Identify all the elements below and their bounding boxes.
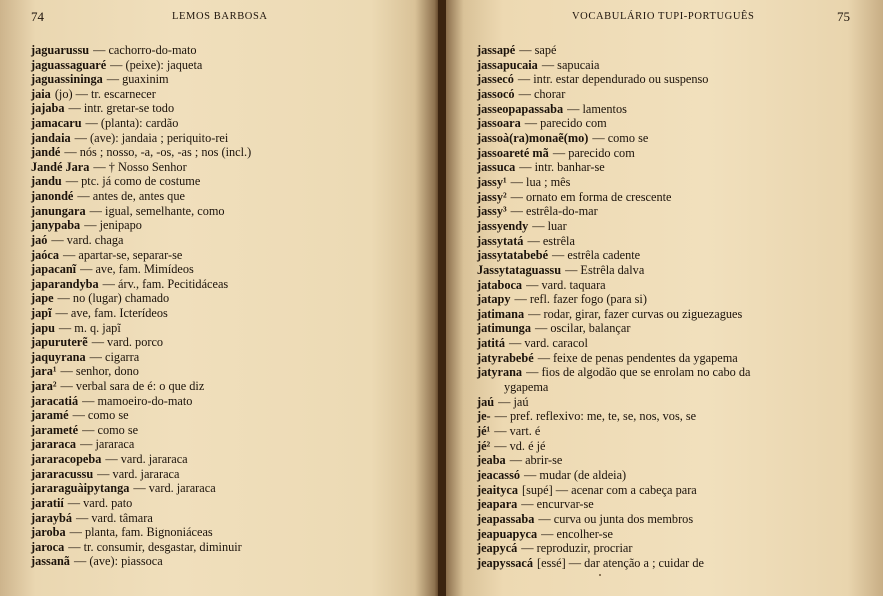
dictionary-entry (31, 160, 251, 175)
entry-definition: — jaú (498, 394, 529, 409)
entry-definition: — intr. gretar-se todo (68, 101, 175, 116)
entry-headword: jassytatá (477, 233, 524, 248)
left-page (0, 0, 437, 596)
entry-headword: jaóca (31, 247, 59, 262)
dictionary-entry (31, 131, 251, 146)
dictionary-entry (31, 335, 251, 350)
dictionary-entry (477, 468, 750, 483)
entry-definition: — verbal sara de é: o que diz (60, 379, 205, 394)
dictionary-entry (31, 189, 251, 204)
entry-headword: jassapucaia (477, 57, 538, 72)
dictionary-entry (477, 351, 750, 366)
entry-definition: [essé] — dar atenção a ; cuidar de (537, 555, 704, 570)
entry-headword: japacanĩ (31, 262, 77, 277)
dictionary-entry (477, 175, 750, 190)
entry-definition: — estrêla-do-mar (510, 204, 598, 219)
entry-definition: — vard. tâmara (76, 510, 153, 525)
dictionary-entry (31, 525, 251, 540)
entry-headword: japuruterẽ (31, 335, 88, 350)
entry-definition: — vard. pato (67, 495, 133, 510)
dictionary-entry (477, 263, 750, 278)
entry-headword: jataboca (477, 277, 523, 292)
dictionary-entry (31, 248, 251, 263)
entry-definition: — sapé (519, 43, 557, 57)
entry-headword: Jassytataguassu (477, 262, 562, 277)
dictionary-entry (477, 424, 750, 439)
entry-headword: jassy¹ (477, 174, 507, 189)
entry-definition: — como se (82, 422, 139, 437)
entry-definition: — no (lugar) chamado (57, 291, 170, 306)
dictionary-entry (477, 219, 750, 234)
dictionary-entry (31, 467, 251, 482)
entry-headword: japĩ (31, 305, 52, 320)
entry-headword: jassoara (477, 116, 521, 131)
dictionary-entry (477, 58, 750, 73)
entry-definition: — vard. jararaca (105, 452, 188, 467)
dictionary-entry (31, 452, 251, 467)
entry-headword: jé² (477, 438, 491, 453)
entry-definition: — vart. é (494, 424, 541, 439)
entry-definition: — planta, fam. Bignoniáceas (69, 525, 213, 540)
dictionary-entry (477, 131, 750, 146)
entry-list (31, 43, 251, 569)
entry-definition: (jo) — tr. escarnecer (54, 86, 156, 101)
entry-definition: — (ave): piassoca (73, 554, 163, 569)
dictionary-entry (477, 380, 750, 395)
dictionary-entry (31, 204, 251, 219)
entry-headword: janondé (31, 189, 74, 204)
entry-definition: — parecido com (552, 145, 635, 160)
dictionary-entry (477, 527, 750, 542)
entry-definition: — cigarra (89, 349, 140, 364)
entry-definition: — (ave): jandaia ; periquito-rei (74, 130, 229, 145)
entry-headword: jaú (477, 394, 495, 409)
dictionary-entry (477, 248, 750, 263)
entry-definition: — fios de algodão que se enrolam no cabo da (526, 365, 751, 380)
dictionary-entry (31, 145, 251, 160)
entry-headword: jeaityca (477, 482, 518, 497)
entry-definition: ygapema (504, 380, 549, 395)
entry-definition: — curva ou junta dos membros (538, 512, 694, 526)
entry-definition: — estrêla (527, 233, 575, 248)
dictionary-entry (31, 262, 251, 277)
entry-definition: — oscilar, balançar (534, 321, 631, 336)
entry-headword: jeapassaba (477, 512, 535, 526)
dictionary-entry (477, 409, 750, 424)
entry-definition: — nós ; nosso, -a, -os, -as ; nos (incl.) (64, 145, 252, 160)
entry-definition: — senhor, dono (60, 364, 139, 379)
dictionary-entry (31, 496, 251, 511)
entry-headword: jaguassaguaré (31, 57, 107, 72)
entry-headword: jeacassó (477, 468, 521, 483)
entry-definition: — como se (592, 130, 649, 145)
entry-definition: — como se (72, 408, 129, 423)
entry-definition: — vd. é jé (494, 438, 546, 453)
entry-definition: — intr. banhar-se (519, 160, 605, 175)
entry-definition: — ornato em forma de crescente (510, 189, 672, 204)
entry-definition: — reproduzir, procriar (521, 541, 633, 556)
dictionary-entry (31, 540, 251, 555)
dictionary-entry (477, 72, 750, 87)
entry-definition: — pref. reflexivo: me, te, se, nos, vos, se (494, 409, 697, 424)
running-head: LEMOS BARBOSA (172, 11, 268, 22)
entry-headword: janypaba (31, 218, 81, 233)
entry-definition: — lamentos (567, 101, 627, 116)
entry-headword: jeapuapyca (477, 526, 538, 541)
dictionary-entry (31, 394, 251, 409)
entry-headword: jassyendy (477, 218, 529, 233)
dictionary-entry (31, 87, 251, 102)
entry-definition: — lua ; mês (510, 174, 571, 189)
entry-definition: — m. q. japĩ (58, 320, 121, 335)
entry-headword: jassytatabebé (477, 248, 549, 263)
dictionary-entry (477, 190, 750, 205)
entry-definition: — intr. estar dependurado ou suspenso (517, 72, 709, 87)
entry-headword: jandu (31, 174, 62, 189)
entry-definition: — cachorro-do-mato (93, 43, 197, 57)
dictionary-entry (477, 307, 750, 322)
dictionary-entry (31, 321, 251, 336)
entry-definition: — ptc. já como de costume (65, 174, 201, 189)
entry-definition: — vard. jararaca (133, 481, 216, 496)
entry-list (477, 43, 750, 571)
dictionary-entry (31, 43, 251, 58)
dictionary-entry (477, 453, 750, 468)
entry-definition: — luar (532, 218, 567, 233)
entry-definition: — sapucaia (541, 57, 600, 72)
entry-headword: jajaba (31, 101, 65, 116)
dictionary-entry (477, 365, 750, 380)
entry-headword: jatimana (477, 306, 525, 321)
entry-headword: jaraybá (31, 510, 72, 525)
dictionary-entry (477, 512, 750, 527)
dictionary-entry (31, 408, 251, 423)
running-head: VOCABULÁRIO TUPI-PORTUGUÊS (572, 11, 755, 22)
entry-headword: jararacopeba (31, 452, 102, 467)
entry-definition: — árv., fam. Pecitidáceas (102, 276, 229, 291)
entry-definition: — feixe de penas pendentes da ygapema (537, 350, 738, 365)
page-number: 74 (31, 9, 44, 24)
entry-definition: — (peixe): jaqueta (110, 57, 203, 72)
entry-headword: jaroba (31, 525, 66, 540)
entry-definition: — vard. taquara (526, 277, 606, 292)
entry-headword: jeapyssacá (477, 555, 534, 570)
dictionary-entry (31, 481, 251, 496)
dictionary-entry (31, 423, 251, 438)
entry-headword: jararaguàipytanga (31, 481, 130, 496)
entry-headword: jaó (31, 232, 48, 247)
entry-headword: jeapycá (477, 541, 518, 556)
entry-headword: jamacaru (31, 116, 82, 131)
entry-headword: jaia (31, 86, 51, 101)
dictionary-entry (31, 350, 251, 365)
dictionary-entry (477, 278, 750, 293)
entry-definition: — guaxinim (106, 72, 169, 87)
dictionary-entry (477, 483, 750, 498)
entry-headword: Jandé Jara (31, 159, 90, 174)
entry-headword: jassocó (477, 86, 515, 101)
entry-definition: — igual, semelhante, como (89, 203, 225, 218)
entry-headword: jatyrabebé (477, 350, 534, 365)
dictionary-entry (477, 204, 750, 219)
dictionary-entry (477, 116, 750, 131)
entry-headword: jassoà(ra)monaẽ(mo) (477, 130, 589, 145)
entry-headword: jatitá (477, 336, 505, 351)
dictionary-entry (31, 364, 251, 379)
entry-headword: jassuca (477, 160, 516, 175)
entry-headword: jassoareté mã (477, 145, 549, 160)
entry-headword: jape (31, 291, 54, 306)
dictionary-entry (477, 439, 750, 454)
entry-headword: jaguarussu (31, 43, 90, 57)
entry-headword: jandé (31, 145, 61, 160)
entry-headword: japarandyba (31, 276, 99, 291)
entry-headword: jasseopapassaba (477, 101, 564, 116)
entry-definition: — vard. chaga (51, 232, 124, 247)
dictionary-entry (31, 277, 251, 292)
entry-definition: — apartar-se, separar-se (63, 247, 183, 262)
entry-headword: jaratií (31, 495, 64, 510)
dictionary-entry (31, 116, 251, 131)
page-number: 75 (837, 9, 850, 24)
entry-definition: — vard. porco (91, 335, 164, 350)
entry-headword: jaguassininga (31, 72, 103, 87)
dictionary-entry (31, 511, 251, 526)
entry-definition: — vard. caracol (509, 336, 588, 351)
dictionary-entry (31, 58, 251, 73)
entry-headword: jaracatiá (31, 393, 79, 408)
entry-definition: — (planta): cardão (85, 116, 179, 131)
entry-definition: — ave, fam. Icterídeos (55, 305, 168, 320)
entry-definition: — jararaca (80, 437, 135, 452)
dictionary-entry (477, 497, 750, 512)
entry-headword: jaquyrana (31, 349, 86, 364)
right-page (446, 0, 883, 596)
dictionary-entry (31, 437, 251, 452)
entry-headword: jararacussu (31, 466, 94, 481)
entry-definition: — estrêla cadente (552, 248, 641, 263)
dictionary-entry (31, 233, 251, 248)
book-gutter (438, 0, 446, 596)
entry-headword: jeaba (477, 453, 506, 468)
dictionary-entry (31, 72, 251, 87)
entry-headword: je- (477, 409, 491, 424)
dictionary-entry (477, 146, 750, 161)
dictionary-entry (477, 321, 750, 336)
dictionary-entry (477, 336, 750, 351)
dictionary-entry (477, 541, 750, 556)
dictionary-entry (477, 556, 750, 571)
dictionary-entry (477, 102, 750, 117)
entry-headword: japu (31, 320, 55, 335)
entry-definition: — vard. jararaca (97, 466, 180, 481)
dictionary-entry (31, 379, 251, 394)
entry-definition: — antes de, antes que (77, 189, 185, 204)
dictionary-entry (31, 306, 251, 321)
entry-headword: jassapé (477, 43, 516, 57)
entry-definition: — † Nosso Senhor (93, 159, 187, 174)
dictionary-entry (477, 395, 750, 410)
entry-headword: janungara (31, 203, 86, 218)
dictionary-entry (477, 292, 750, 307)
entry-definition: — chorar (518, 86, 566, 101)
page-speck (599, 574, 601, 576)
entry-headword: jé¹ (477, 424, 491, 439)
entry-headword: jeapara (477, 497, 518, 512)
entry-headword: jararaca (31, 437, 77, 452)
entry-headword: jassy² (477, 189, 507, 204)
dictionary-entry (31, 218, 251, 233)
entry-definition: — refl. fazer fogo (para si) (514, 292, 647, 307)
entry-headword: jassy³ (477, 204, 507, 219)
entry-headword: jara¹ (31, 364, 57, 379)
dictionary-entry (31, 291, 251, 306)
entry-definition: — mamoeiro-do-mato (82, 393, 193, 408)
entry-definition: — parecido com (524, 116, 607, 131)
entry-headword: jaroca (31, 539, 65, 554)
entry-headword: jaramé (31, 408, 69, 423)
entry-headword: jatapy (477, 292, 511, 307)
entry-headword: jassanã (31, 554, 70, 569)
entry-definition: — ave, fam. Mimídeos (80, 262, 194, 277)
entry-headword: jatyrana (477, 365, 523, 380)
entry-definition: — Estrêla dalva (565, 262, 645, 277)
dictionary-entry (477, 43, 750, 58)
entry-headword: jassecó (477, 72, 514, 87)
entry-definition: — rodar, girar, fazer curvas ou ziguezagues (528, 306, 743, 321)
entry-definition: — encolher-se (541, 526, 613, 541)
dictionary-entry (31, 174, 251, 189)
entry-definition: — encurvar-se (521, 497, 594, 512)
entry-headword: jara² (31, 379, 57, 394)
entry-definition: — jenipapo (84, 218, 142, 233)
dictionary-entry (31, 554, 251, 569)
entry-headword: jarameté (31, 422, 79, 437)
entry-definition: — abrir-se (509, 453, 563, 468)
dictionary-entry (477, 87, 750, 102)
dictionary-entry (477, 160, 750, 175)
entry-definition: — mudar (de aldeia) (524, 468, 627, 483)
dictionary-entry (31, 101, 251, 116)
entry-definition: [supé] — acenar com a cabeça para (521, 482, 697, 497)
entry-headword: jatimunga (477, 321, 531, 336)
dictionary-entry (477, 234, 750, 249)
entry-definition: — tr. consumir, desgastar, diminuir (68, 539, 242, 554)
entry-headword: jandaia (31, 130, 71, 145)
